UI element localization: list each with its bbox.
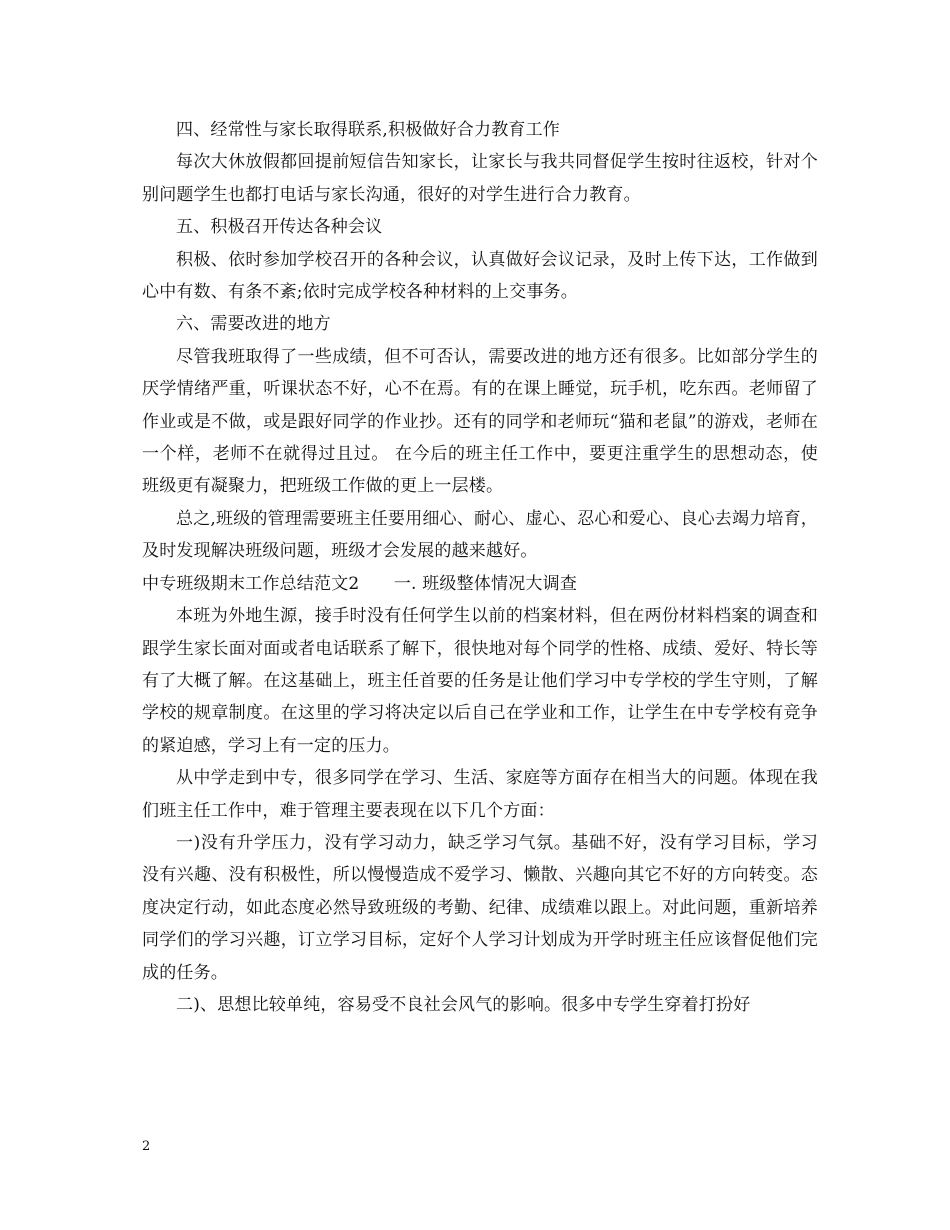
paragraph-problem-2: 二)、思想比较单纯，容易受不良社会风气的影响。很多中专学生穿着打扮好 — [176, 994, 751, 1015]
document-body — [142, 114, 818, 1021]
paragraph-problems-intro: 从中学走到中专，很多同学在学习、生活、家庭等方面存在相当大的问题。体现在我们班主任工作中，难于管理主要表现在以下几个方面： — [142, 768, 818, 821]
paragraph-survey: 本班为外地生源，接手时没有任何学生以前的档案材料，但在两份材料档案的调查和跟学生家长面对面或者电话联系了解下，很快地对每个同学的性格、成绩、爱好、特长等有了大概了解。在这基础上，班主任首要的任务是让他们学习中专学校的学生守则，了解学校的规章制度。在这里的学习将决定以后自己在学业和工作，让学生在中专学校有竞争的紧迫感，学习上有一定的压力。 — [142, 606, 818, 756]
section-heading-5: 五、积极召开传达各种会议 — [176, 217, 383, 238]
paragraph-improvements: 尽管我班取得了一些成绩，但不可否认，需要改进的地方还有很多。比如部分学生的厌学情绪严重，听课状态不好，心不在焉。有的在课上睡觉，玩手机，吃东西。老师留了作业或是不做，或是跟好同学的作业抄。还有的同学和老师玩“猫和老鼠”的游戏，老师在一个样，老师不在就得过且过。 在今后的班主任工作中，要更注重学生的思想动态，使班级更有凝聚力，把班级工作做的更上一层楼。 — [142, 346, 818, 497]
page-number: 2 — [142, 1139, 151, 1154]
paragraph-meetings: 积极、依时参加学校召开的各种会议，认真做好会议记录，及时上传下达，工作做到心中有数、有条不紊;依时完成学校各种材料的上交事务。 — [142, 249, 818, 303]
section-heading-4: 四、经常性与家长取得联系,积极做好合力教育工作 — [176, 120, 561, 140]
paragraph-conclusion: 总之,班级的管理需要班主任要用细心、耐心、虚心、忍心和爱心、良心去竭力培育，及时发现解决班级问题，班级才会发展的越来越好。 — [142, 508, 819, 562]
section-heading-6: 六、需要改进的地方 — [176, 314, 331, 335]
article-title-line: 中专班级期末工作总结范文2 一. 班级整体情况大调查 — [142, 573, 578, 594]
paragraph-problem-1: 一)没有升学压力，没有学习动力，缺乏学习气氛。基础不好，没有学习目标，学习没有兴趣、没有积极性，所以慢慢造成不爱学习、懒散、兴趣向其它不好的方向转变。态度决定行动，如此态度必然导致班级的考勤、纪律、成绩难以跟上。对此问题，重新培养同学们的学习兴趣，订立学习目标，定好个人学习计划成为开学时班主任应该督促他们完成的任务。 — [142, 832, 818, 983]
paragraph-parent-contact: 每次大休放假都回提前短信告知家长，让家长与我共同督促学生按时往返校，针对个别问题学生也都打电话与家长沟通，很好的对学生进行合力教育。 — [142, 152, 818, 205]
